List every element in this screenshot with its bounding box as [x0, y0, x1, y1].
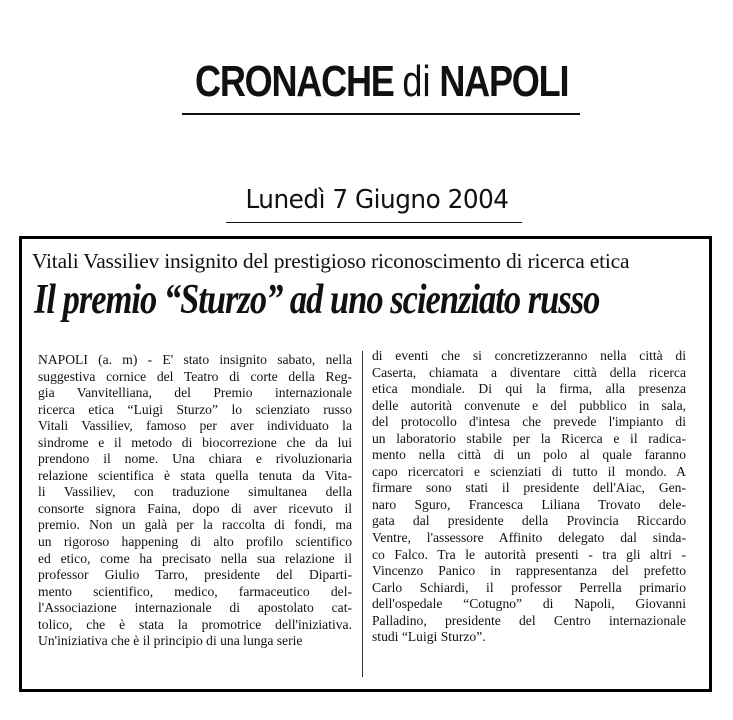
- article-text-line: tolico, che è stata la promotrice dell'iniziativa.: [38, 616, 352, 632]
- article-text-line: etica mondiale. Di qui la firma, alla presenza: [372, 381, 686, 397]
- article-column-left: [38, 352, 352, 650]
- date-rule: [226, 222, 522, 223]
- article-text-line: studi “Luigi Sturzo”.: [372, 629, 486, 645]
- article-text-line: gata dal presidente della Provincia Riccardo: [372, 513, 686, 529]
- article-column-right: [372, 348, 686, 646]
- article-text-line: di eventi che si concretizzeranno nella città di: [372, 348, 686, 363]
- article-text-line: ricerca etica “Luigi Sturzo” lo scienziato russo: [38, 401, 352, 417]
- article-text-line: ed etico, come ha precisato nella sua relazione il: [38, 550, 352, 566]
- article-text-line: dell'ospedale “Cotugno” di Napoli, Giovanni: [372, 596, 686, 612]
- article-text-line: Palladino, presidente del Centro internazionale: [372, 612, 686, 628]
- article-text-line: co Falco. Tra le autorità presenti - tra gli altri -: [372, 546, 686, 562]
- article-text-line: mento scientifico, medico, farmaceutico del-: [38, 583, 352, 599]
- article-text-line: naro Sguro, Francesca Liliana Trovato dele-: [372, 496, 686, 512]
- article-text-line: gia Vanvitelliana, del Premio internazionale: [38, 385, 352, 401]
- article-text-line: Vincenzo Panico in rappresentanza del prefetto: [372, 563, 686, 579]
- article-text-line: mento nella città di un polo al quale faranno: [372, 447, 686, 463]
- article-text-line: prendono il nome. Una chiara e rivoluzionaria: [38, 451, 352, 467]
- article-text-line: suggestiva cornice del Teatro di corte della Reg-: [38, 368, 352, 384]
- article-box: [19, 236, 712, 692]
- article-text-line: Caserta, chiamata a diventare città della ricerca: [372, 364, 686, 380]
- article-text-line: relazione scientifica è stata quella tenuta da Vita-: [38, 467, 352, 483]
- article-kicker: Vitali Vassiliev insignito del prestigioso riconoscimento di ricerca etica: [32, 249, 630, 273]
- article-text-line: capo ricercatori e scienziati di tutto il mondo. A: [372, 463, 686, 479]
- masthead-word-napoli: NAPOLI: [439, 57, 569, 106]
- article-headline: Il premio “Sturzo” ad uno scienziato russo: [34, 277, 600, 323]
- masthead: [184, 54, 579, 110]
- article-text-line: l'Associazione internazionale di apostolato cat-: [38, 600, 352, 616]
- article-text-line: sindrome e il metodo di biocorrezione che da lui: [38, 434, 352, 450]
- article-text-line: Un'iniziativa che è il principio di una lunga serie: [38, 633, 303, 649]
- article-text-line: un laboratorio stabile per la Ricerca e il radica-: [372, 430, 686, 446]
- article-text-line: NAPOLI (a. m) - E' stato insignito sabato, nella: [38, 352, 352, 367]
- article-text-line: delle autorità convenute e del pubblico in sala,: [372, 397, 686, 413]
- article-text-line: del protocollo d'intesa che prevede l'impianto di: [372, 414, 686, 430]
- article-text-line: Ventre, l'assessore Affinito delegato dal sinda-: [372, 530, 686, 546]
- column-divider: [362, 351, 363, 677]
- article-text-line: li Vassiliev, con traduzione simultanea della: [38, 484, 352, 500]
- masthead-word-cronache: CRONACHE: [194, 57, 394, 106]
- article-text-line: professor Giulio Tarro, presidente del Diparti-: [38, 567, 352, 583]
- article-text-line: un rigoroso happening di alto profilo scientifico: [38, 534, 352, 550]
- masthead-word-di: di: [402, 57, 431, 106]
- article-text-line: Carlo Schiardi, il professor Perrella primario: [372, 579, 686, 595]
- article-text-line: premio. Non un galà per la raccolta di fondi, ma: [38, 517, 352, 533]
- article-text-line: consorte signora Faina, dopo di aver ricevuto il: [38, 500, 352, 516]
- issue-date: Lunedì 7 Giugno 2004: [245, 185, 509, 215]
- masthead-rule: [182, 113, 580, 115]
- article-text-line: firmare sono stati il presidente dell'Aiac, Gen-: [372, 480, 686, 496]
- article-text-line: Vitali Vassiliev, famoso per aver individuato la: [38, 418, 352, 434]
